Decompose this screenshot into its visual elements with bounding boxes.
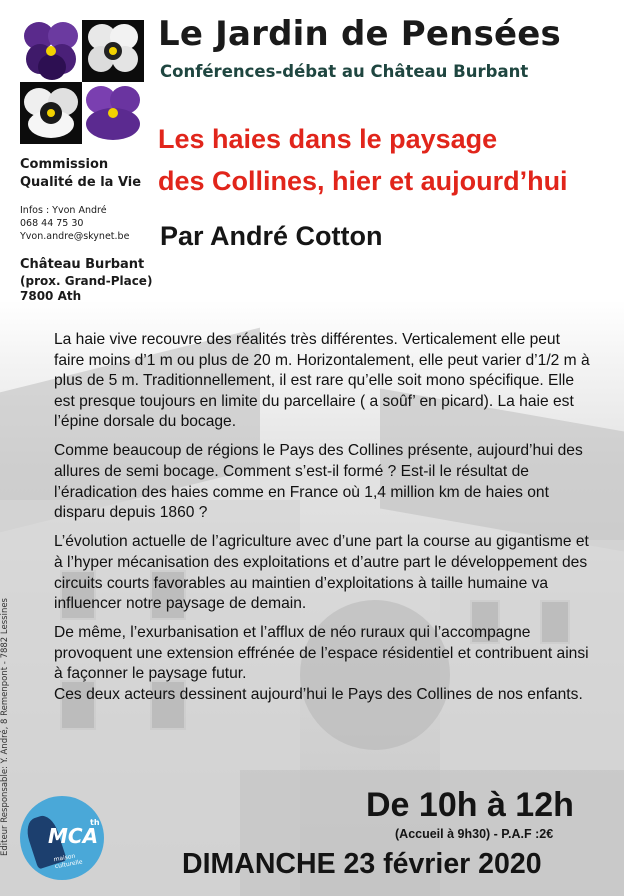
infos-label: Infos : Yvon André bbox=[20, 205, 107, 216]
pansy-logo bbox=[20, 20, 144, 144]
paragraph-5: Ces deux acteurs dessinent aujourd’hui le Pays des Collines de nos enfants. bbox=[54, 686, 583, 703]
venue-detail: (prox. Grand-Place) bbox=[20, 274, 153, 288]
event-time: De 10h à 12h bbox=[366, 786, 574, 824]
mca-logo-text: MCA bbox=[48, 824, 99, 848]
mca-logo-sup: th bbox=[90, 818, 100, 827]
contact-email: Yvon.andre@skynet.be bbox=[20, 231, 130, 242]
mca-logo bbox=[20, 796, 104, 880]
venue-name: Château Burbant bbox=[20, 257, 145, 272]
paragraph-3: L’évolution actuelle de l’agriculture avec d’une part la course au gigantisme et à l’hyper mécanisation des exploitations et d’autre part le développement des circuits courts favorables au maintien d’exploitations à taille humaine va influencer notre paysage de demain. bbox=[54, 533, 589, 613]
purple-pansy-icon bbox=[82, 82, 144, 144]
paragraph-2: Comme beaucoup de régions le Pays des Collines présente, aujourd’hui des allures de semi bocage. Comment s’est-il formé ? Est-il le résultat de l’éradication des haies comme en France où 1,4 million km de haies ont disparu depuis 1860 ? bbox=[54, 442, 583, 522]
page-subtitle: Conférences-débat au Château Burbant bbox=[160, 62, 529, 81]
contact-info bbox=[20, 204, 129, 243]
organizer-name bbox=[20, 156, 141, 192]
event-details: (Accueil à 9h30) - P.A.F :2€ bbox=[395, 827, 554, 841]
paragraph-4: De même, l’exurbanisation et l’afflux de néo ruraux qui l’accompagne provoquent une extension effrénée de l’espace résidentiel et contribuent ainsi à façonner le paysage futur. bbox=[54, 624, 589, 683]
white-pansy-icon bbox=[82, 20, 144, 82]
venue-address bbox=[20, 256, 152, 304]
topic-line-2: des Collines, hier et aujourd’hui bbox=[158, 166, 568, 196]
contact-phone: 068 44 75 30 bbox=[20, 218, 84, 229]
publisher-note bbox=[0, 578, 9, 878]
paragraph-1: La haie vive recouvre des réalités très différentes. Verticalement elle peut faire moins d’1 m ou plus de 20 m. Horizontalement, elle peut varier d’1/2 m à plus de 5 m. Traditionnellement, il est rare qu’elle soit mono spécifique. Elle est presque toujours en limite du parcellaire ( a soûf’ en picard). La haie est l’épine dorsale du bocage. bbox=[54, 331, 590, 431]
speaker-name: Par André Cotton bbox=[160, 221, 383, 251]
organizer-line-2: Qualité de la Vie bbox=[20, 175, 142, 190]
mca-logo-subtext: maison culturelle bbox=[53, 852, 84, 871]
purple-pansy-icon bbox=[20, 20, 82, 82]
white-pansy-icon bbox=[20, 82, 82, 144]
event-date: DIMANCHE 23 février 2020 bbox=[182, 848, 542, 880]
page-title: Le Jardin de Pensées bbox=[158, 14, 561, 54]
publisher-text: Éditeur Responsable: Y. André, 8 Remenpont - 7882 Lessines bbox=[0, 598, 10, 857]
venue-city: 7800 Ath bbox=[20, 289, 82, 303]
organizer-line-1: Commission bbox=[20, 157, 109, 172]
conference-topic bbox=[158, 118, 568, 202]
topic-line-1: Les haies dans le paysage bbox=[158, 124, 498, 154]
description-text bbox=[54, 330, 594, 714]
